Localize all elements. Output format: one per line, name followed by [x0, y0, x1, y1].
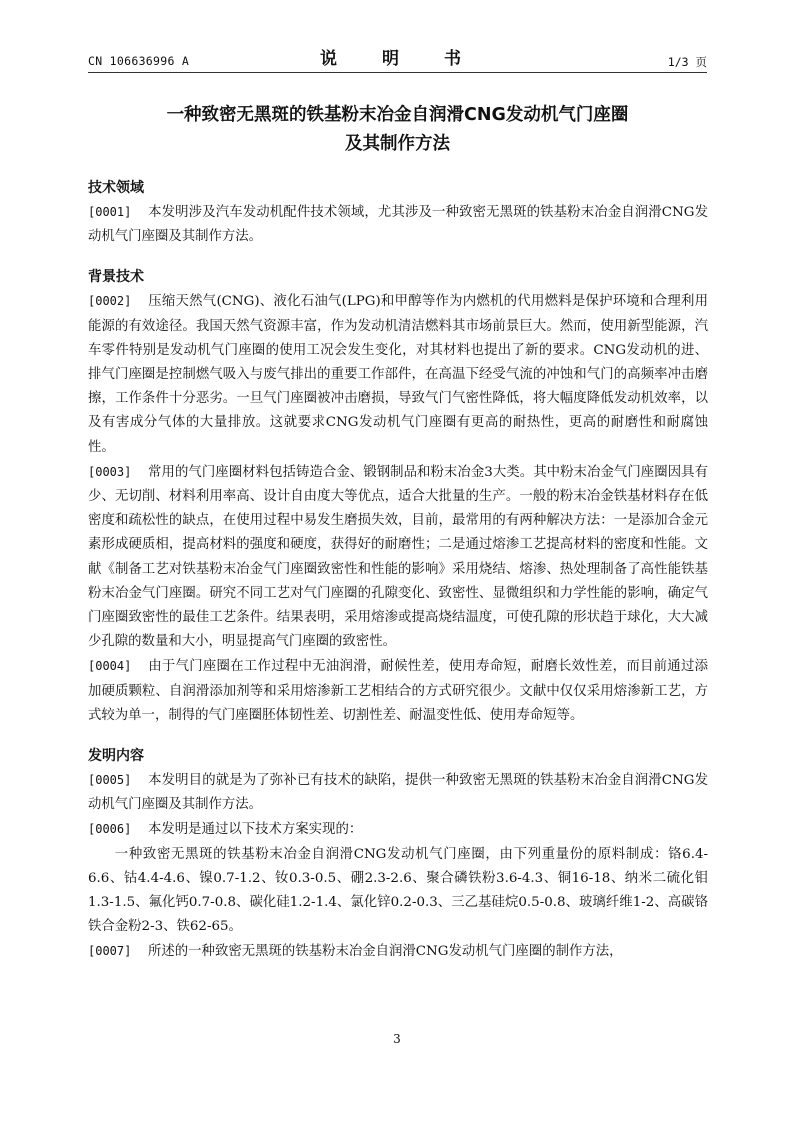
section-heading: 技术领域: [88, 180, 144, 196]
section-background: [88, 265, 708, 728]
page-of-label: 1/3 页: [667, 55, 707, 69]
section-summary: [88, 744, 708, 965]
paragraph-number: [0004]: [88, 659, 132, 674]
section-heading: 发明内容: [88, 748, 144, 765]
paragraph-continuation: [88, 843, 708, 940]
paragraph-text: 压缩天然气(CNG)、液化石油气(LPG)和甲醇等作为内燃机的代用燃料是保护环境和合理利用能源的有效途径。我国天然气资源丰富，作为发动机清洁燃料其市场前景巨大。然而，使用新型能源，汽车零件特别是发动机气门座圈的使用工况会发生变化，对其材料也提出了新的要求。CNG发动机的进、排气门座圈是控制燃气吸入与废气排出的重要工作部件，在高温下经受气流的冲蚀和气门的高频率冲击磨擦，工作条件十分恶劣。一旦气门座圈被冲击磨损，导致气门气密性降低，将大幅度降低发动机效率，以及有害成分气体的大量排放。这就要求CNG发动机气门座圈有更高的耐热性，更高的耐磨性和耐腐蚀性。: [88, 294, 708, 455]
paragraph-number: [0001]: [88, 205, 132, 219]
paragraph: [88, 817, 708, 842]
page-header: [88, 44, 707, 72]
document-title: [88, 101, 707, 159]
document-body: [88, 176, 708, 965]
paragraph: [88, 460, 708, 655]
paragraph-text: 由于气门座圈在工作过程中无油润滑，耐候性差，使用寿命短，耐磨长效性差，而目前通过添加硬质颗粒、自润滑添加剂等和采用熔渗新工艺相结合的方式研究很少。文献中仅仅采用熔渗新工艺，方式较为单一，制得的气门座圈胚体韧性差、切割性差、耐温变性低、使用寿命短等。: [88, 659, 708, 723]
paragraph-number: [0007]: [88, 944, 132, 959]
paragraph: [88, 939, 708, 964]
paragraph-text: 所述的一种致密无黑斑的铁基粉末冶金自润滑CNG发动机气门座圈的制作方法，: [148, 944, 623, 960]
section-technical-field: [88, 176, 708, 249]
paragraph-text: 本发明是通过以下技术方案实现的：: [148, 822, 363, 838]
header-rule: [88, 72, 707, 73]
page-number: 3: [393, 1032, 401, 1046]
paragraph-text: 一种致密无黑斑的铁基粉末冶金自润滑CNG发动机气门座圈，由下列重量份的原料制成：铬6.4-6.6、钴4.4-4.6、镍0.7-1.2、钕0.3-0.5、硼2.3-2.6、聚合磷铁粉3.6-4.3、铜16-18、纳米二硫化钼1.3-1.5、氟化钙0.7-0.8、碳化硅1.2-1.4、氯化锌0.2-0.3、三乙基硅烷0.5-0.8、玻璃纤维1-2、高碳铬铁合金粉2-3、铁62-65。: [88, 846, 708, 935]
title-line-1: 一种致密无黑斑的铁基粉末冶金自润滑CNG发动机气门座圈: [166, 105, 629, 125]
paragraph-number: [0003]: [88, 464, 132, 479]
paragraph-number: [0005]: [88, 773, 132, 788]
title-line-2: 及其制作方法: [345, 134, 450, 154]
section-heading: 背景技术: [88, 269, 144, 286]
paragraph-text: 常用的气门座圈材料包括铸造合金、锻钢制品和粉末冶金3大类。其中粉末冶金气门座圈因具有少、无切削、材料利用率高、设计自由度大等优点，适合大批量的生产。一般的粉末冶金铁基材料存在低密度和疏松性的缺点，在使用过程中易发生磨损失效，目前，最常用的有两种解决方法：一是添加合金元素形成硬质相，提高材料的强度和硬度，获得好的耐磨性；二是通过熔渗工艺提高材料的密度和性能。文献《制备工艺对铁基粉末冶金气门座圈致密性和性能的影响》采用烧结、熔渗、热处理制备了高性能铁基粉末冶金气门座圈。研究不同工艺对气门座圈的孔隙变化、致密性、显微组织和力学性能的影响，确定气门座圈致密性的最佳工艺条件。结果表明，采用熔渗或提高烧结温度，可使孔隙的形状趋于球化，大大减少孔隙的数量和大小，明显提高气门座圈的致密性。: [88, 464, 708, 650]
document-type: 说 明 书: [320, 49, 475, 69]
paragraph-text: 本发明涉及汽车发动机配件技术领域，尤其涉及一种致密无黑斑的铁基粉末冶金自润滑CNG发动机气门座圈及其制作方法。: [88, 205, 708, 245]
paragraph: [88, 768, 708, 817]
paragraph: [88, 289, 708, 459]
paragraph-text: 本发明目的就是为了弥补已有技术的缺陷，提供一种致密无黑斑的铁基粉末冶金自润滑CNG发动机气门座圈及其制作方法。: [88, 773, 708, 813]
paragraph: [88, 200, 708, 249]
paragraph-number: [0006]: [88, 822, 132, 837]
document-number: CN 106636996 A: [88, 54, 190, 68]
paragraph-number: [0002]: [88, 294, 132, 309]
paragraph: [88, 654, 708, 728]
